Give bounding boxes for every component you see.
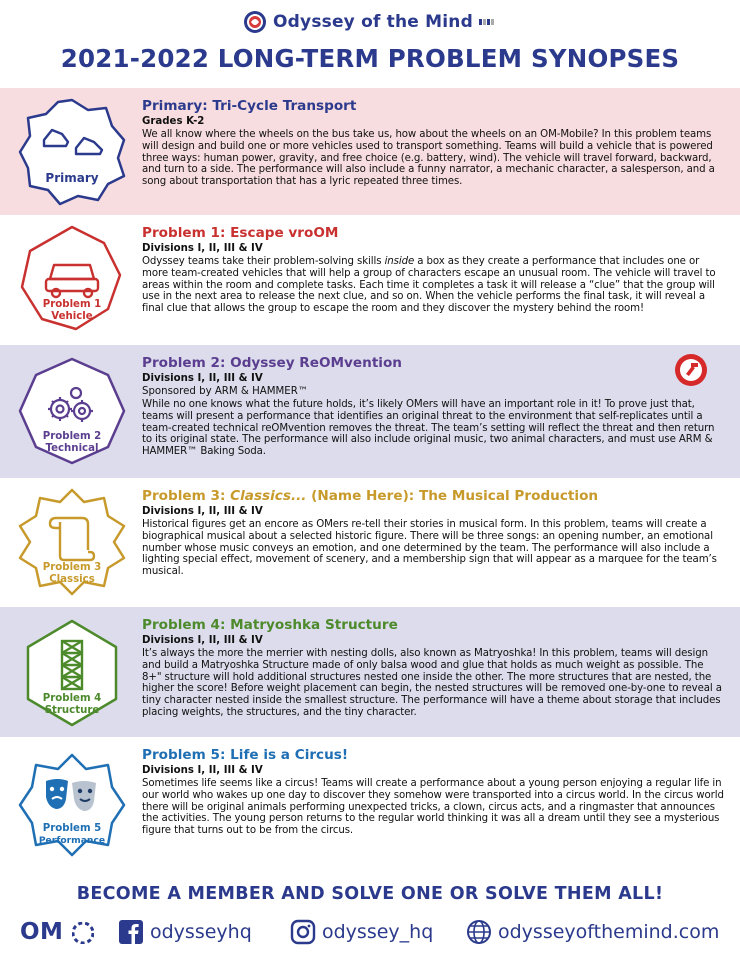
striped-tail-icon [479,17,497,27]
problem-3-badge [16,486,128,598]
globe-icon [466,919,492,945]
brand-header [0,6,740,38]
problem-3-badge-label-1: Problem 3 [42,562,102,573]
problem-4-badge-label-2: Structure [44,705,100,716]
problem-2-badge-label-1: Problem 2 [42,431,102,442]
primary-description: We all know where the wheels on the bus take us, how about the wheels on an OM-Mobile? In this problem teams will design and build one or more vehicles used to transport something. Teams will build a vehicle that is powered three ways: human power, gravity, and free choice (e.g. battery, wind). The vehicle will travel forward, backward, and turn to a side. The performance will also include a funny narrator, a mechanic character, a salesperson, and a song about transportation that has a lyric repeated three times. [142,129,715,188]
problem-4-badge [16,617,128,729]
problem-5-heading: Problem 5: Life is a Circus! [142,747,349,763]
problem-4-body [142,617,724,719]
problem-1-body [142,225,724,315]
instagram-icon [290,919,316,945]
page-title: 2021-2022 LONG-TERM PROBLEM SYNOPSES [60,44,680,73]
website-link[interactable] [466,919,719,945]
problem-4-heading: Problem 4: Matryoshka Structure [142,617,398,633]
problem-3-body [142,488,724,578]
problem-4-section [0,607,740,737]
om-swirl-logo-icon [243,10,267,34]
primary-section [0,88,740,215]
arm-and-hammer-logo-icon [674,353,708,387]
problem-2-sponsor: Sponsored by ARM & HAMMER™ [142,386,309,397]
problem-5-description: Sometimes life seems like a circus! Teams will create a performance about a young person enjoying a regular life in our world who wakes up one day to discover they somehow were transported into a circus world. In the circus world there will be original animals performing unexpected tricks, a clown, circus acts, and a ringmaster that announces the activities. The young person returns to the regular world thinking it was all a dream until they see a mysterious figure that turns out to be from the circus. [142,778,724,837]
problem-1-description: Odyssey teams take their problem-solving skills inside a box as they create a performance that includes one or more team-created vehicles that will help a group of characters escape an unusual room. The vehicle will travel to areas within the room and complete tasks. Each time it completes a task it will release a “clue” that the group will use in the next area to release the next clue, and so on. When the vehicle performs the final task, it will reveal a final clue that allows the group to escape the room and they discover the mystery behind the room! [142,256,716,315]
facebook-icon [118,919,144,945]
primary-grades: Grades K-2 [142,116,205,127]
instagram-handle: odyssey_hq [322,921,434,943]
primary-heading: Primary: Tri-Cycle Transport [142,98,357,114]
call-to-action: BECOME A MEMBER AND SOLVE ONE OR SOLVE THEM ALL! [76,884,664,904]
primary-badge-label: Primary [45,171,99,185]
striped-tail-icon [72,922,94,944]
problem-5-body [142,747,724,837]
problem-2-badge-label-2: Technical [45,443,99,454]
facebook-link[interactable] [118,919,252,945]
om-logo-text: OM [20,919,64,945]
problem-3-description: Historical figures get an encore as OMers re-tell their stories in musical form. In this problem, teams will create a biographical musical about a selected historic figure. There will be three songs: an opening number, an emotional number whose music conveys an emotion, and one determined by the team. The performance will also include a lighting special effect, movement of scenery, and a membership sign that will appear as a marquee for the team’s musical. [142,519,717,578]
problem-5-badge-label-2: Performance [38,835,106,846]
problem-1-badge [16,223,128,335]
primary-badge [16,96,128,208]
problem-1-divisions: Divisions I, II, III & IV [142,243,263,254]
problem-2-heading: Problem 2: Odyssey ReOMvention [142,355,402,371]
footer [0,875,740,960]
brand-name: Odyssey of the Mind [273,12,473,32]
problem-2-section [0,345,740,478]
problem-1-heading: Problem 1: Escape vroOM [142,225,339,241]
problem-5-divisions: Divisions I, II, III & IV [142,765,263,776]
problem-5-badge-label-1: Problem 5 [42,823,102,834]
problem-4-description: It’s always the more the merrier with nesting dolls, also known as Matryoshka! In this problem, teams will design and build a Matryoshka Structure made of only balsa wood and glue that holds as much weight as possible. The 8+" structure will hold additional structures nested one inside the other. The more structures that are nested, the higher the score! Before weight placement can begin, the nested structures will be removed one-by-one to reveal a tiny character nested inside the smallest structure. The performance will have a theme about storage that includes placing weights, the structures, and the tiny character. [142,648,722,718]
website-url: odysseyofthemind.com [498,921,720,943]
social-links [0,919,740,949]
instagram-link[interactable] [290,919,433,945]
problem-3-badge-label-2: Classics [49,574,95,585]
facebook-handle: odysseyhq [150,921,252,943]
om-logo [20,919,94,945]
primary-body [142,98,724,188]
problem-2-body [142,355,724,458]
problem-3-section [0,478,740,607]
problem-4-badge-label-1: Problem 4 [42,693,102,704]
problem-2-divisions: Divisions I, II, III & IV [142,373,263,384]
problem-1-badge-label-1: Problem 1 [42,299,102,310]
problem-5-section [0,737,740,875]
problem-1-section [0,215,740,345]
problem-2-description: While no one knows what the future holds, it’s likely OMers will have an important role in it! To prove just that, teams will present a performance that identifies an original threat to the environment that self-replicates until a team-created technical reOMvention removes the threat. The team’s setting will reflect the threat and then return to its original state. The performance will also include original music, two animal characters, and must use ARM & HAMMER™ Baking Soda. [142,399,715,458]
problem-1-badge-label-2: Vehicle [51,311,93,322]
problem-3-heading: Problem 3: Classics... (Name Here): The Musical Production [142,488,599,504]
problem-2-badge [16,355,128,467]
problem-3-divisions: Divisions I, II, III & IV [142,506,263,517]
problem-4-divisions: Divisions I, II, III & IV [142,635,263,646]
problem-5-badge [16,749,128,861]
